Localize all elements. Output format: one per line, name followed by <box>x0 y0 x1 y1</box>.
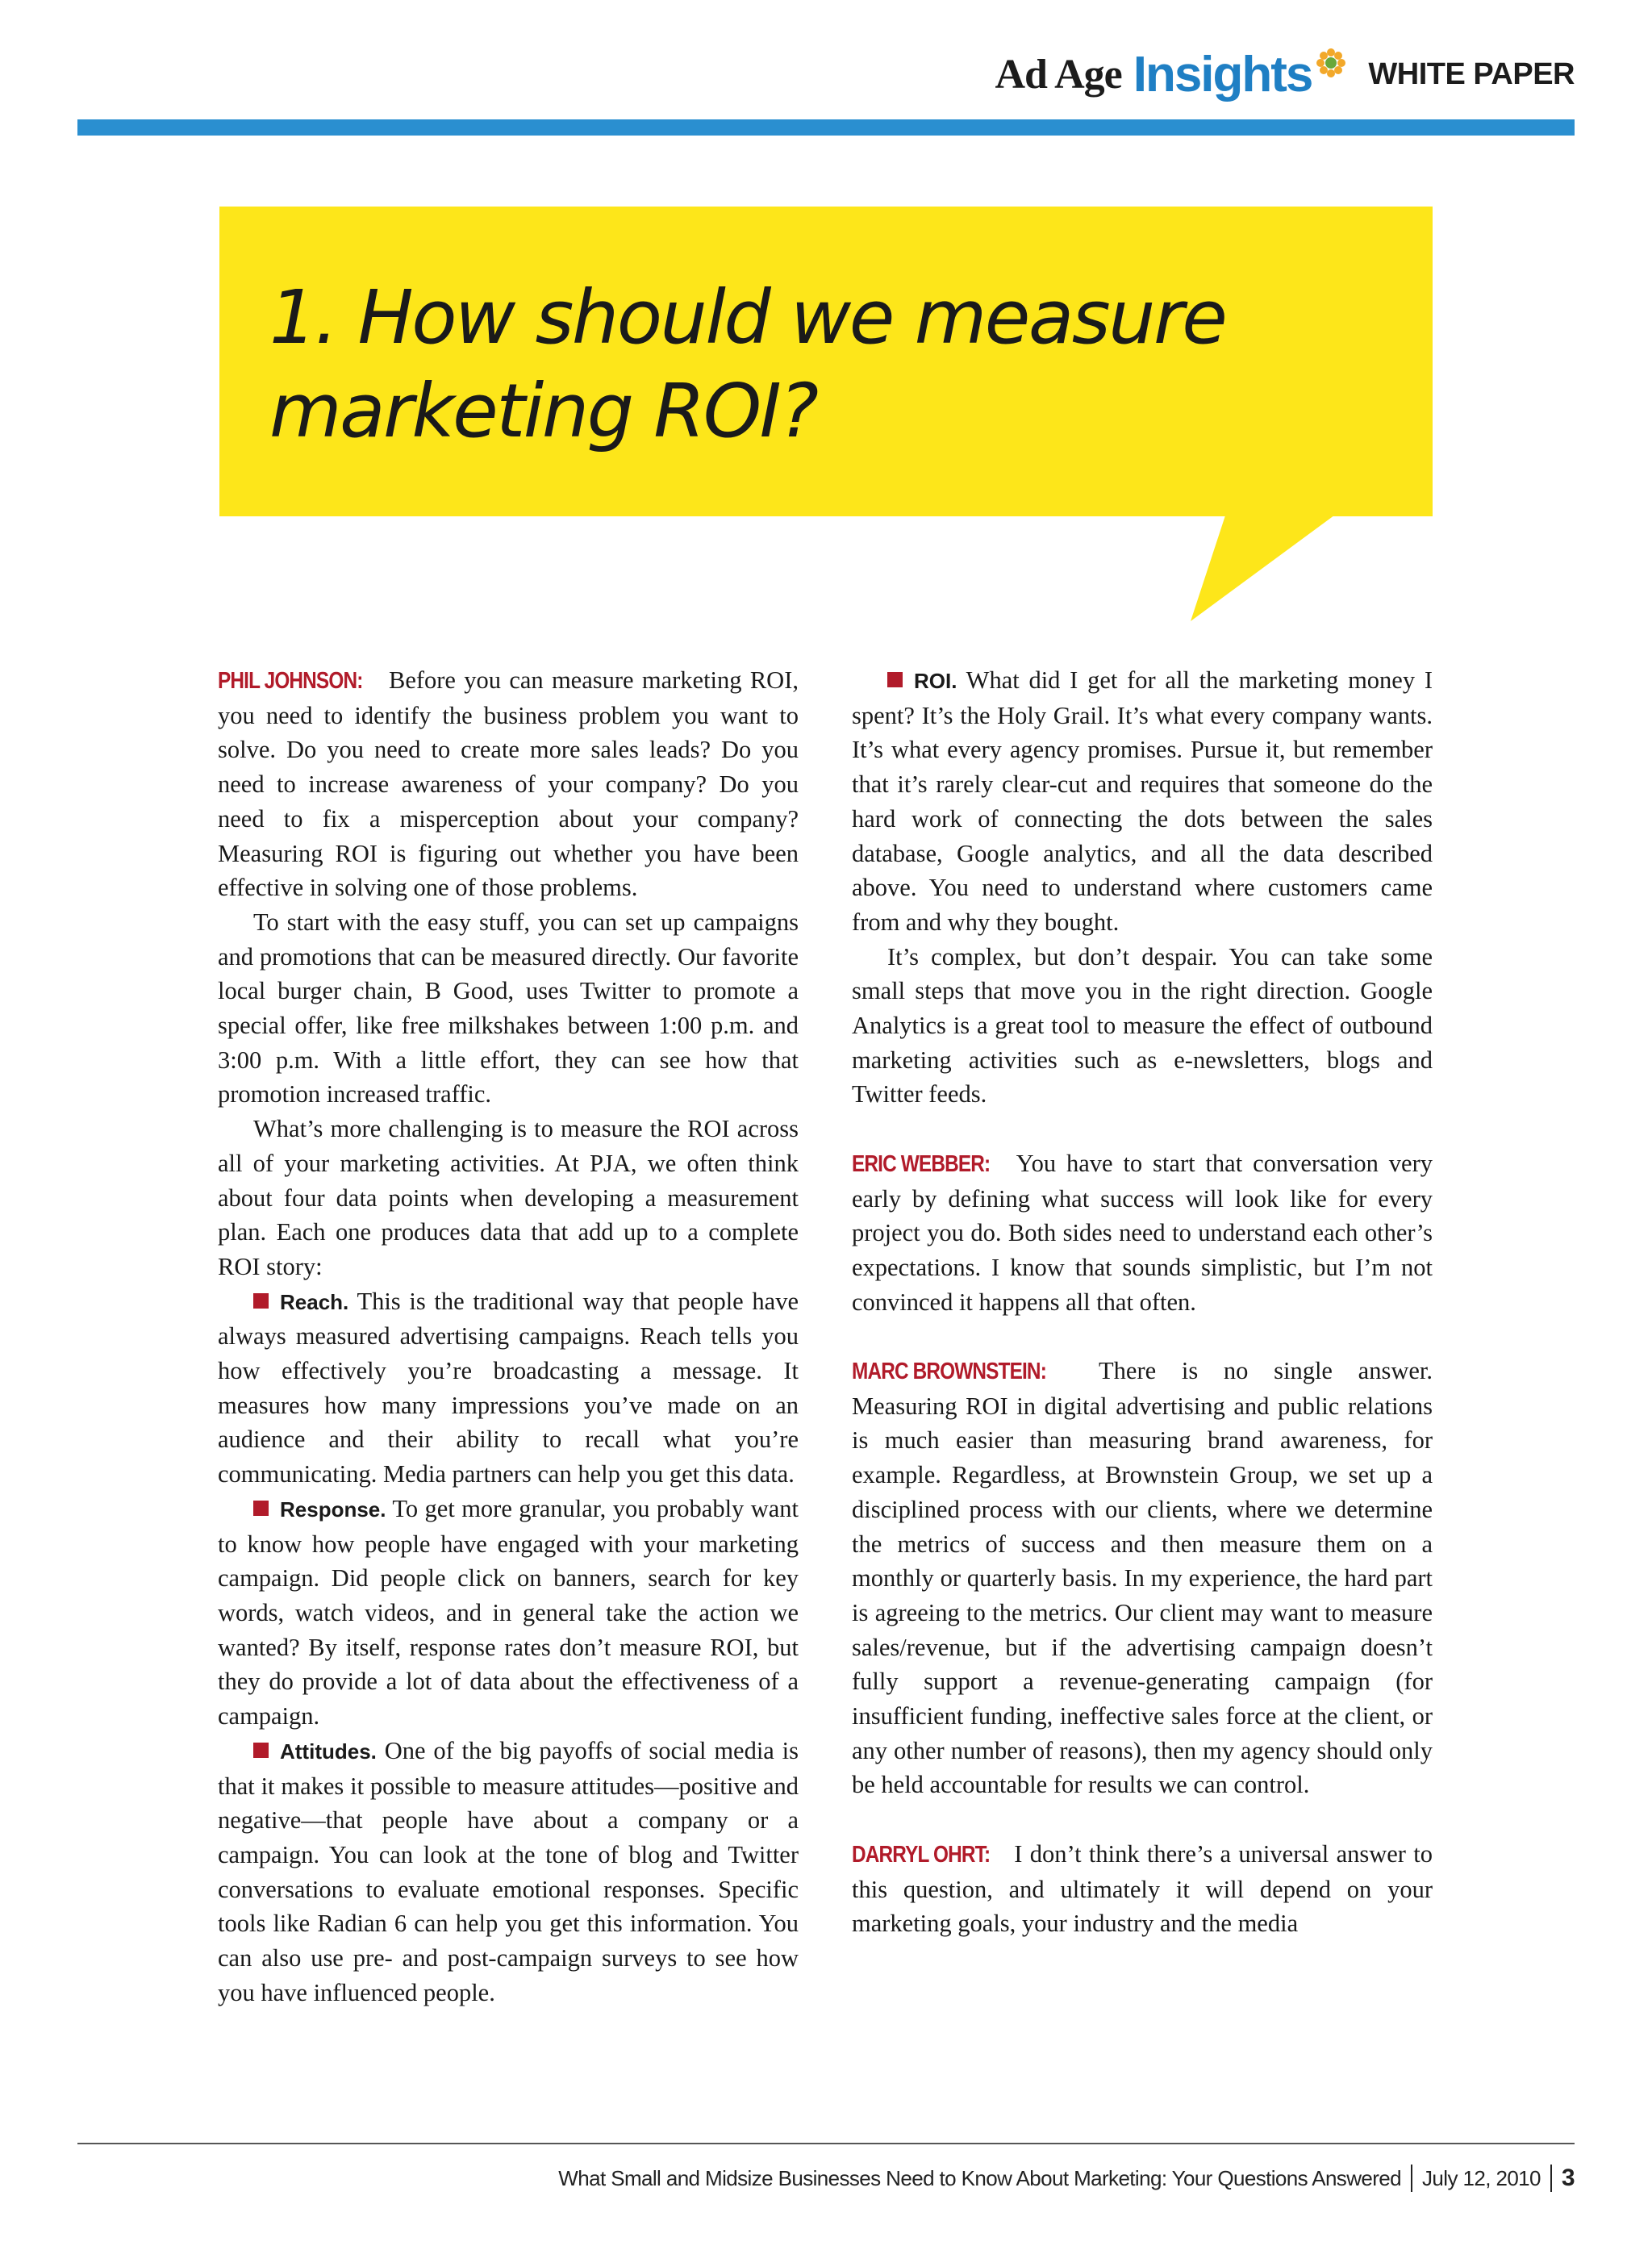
paragraph: DARRYL OHRT: I don’t think there’s a universal answer to this question, and ultimately it will depend on your marketing goals, your industry and the media <box>852 1837 1433 1941</box>
bullet-square-icon <box>253 1293 269 1309</box>
column-left <box>218 663 799 2010</box>
paragraph: What’s more challenging is to measure the ROI across all of your marketing activities. At PJA, we often think about four data points when developing a measurement plan. Each one produces data that add up to a complete ROI story: <box>218 1115 799 1280</box>
paragraph: To start with the easy stuff, you can set up campaigns and promotions that can be measured directly. Our favorite local burger chain, B Good, uses Twitter to promote a special offer, like free milkshakes between 1:00 p.m. and 3:00 p.m. With a little effort, they can see how that promotion increased traffic. <box>218 908 799 1108</box>
speaker-name: PHIL JOHNSON: <box>218 668 363 694</box>
insights-flower-icon <box>1315 47 1347 79</box>
bullet-item-response: Response. To get more granular, you probably want to know how people have engaged with your marketing campaign. Did people click on banners, search for key words, watch videos, and in general take the action we wanted? By itself, response rates don’t measure ROI, but they do provide a lot of data about the effectiveness of a campaign. <box>218 1494 799 1730</box>
page-number: 3 <box>1561 2165 1575 2191</box>
bullet-item-reach: Reach. This is the traditional way that people have always measured advertising campaigns. Reach tells you how effectively you’re broadcasting a message. It measures how many impressions you’ve made on an audience and their ability to recall what you’re communicating. Media partners can help you get this data. <box>218 1287 799 1488</box>
footer-separator <box>1550 2165 1552 2192</box>
bullet-square-icon <box>253 1501 269 1516</box>
footer-separator <box>1411 2165 1412 2192</box>
brand-insights: Insights <box>1133 46 1312 102</box>
footer-rule <box>77 2143 1575 2144</box>
bullet-lead: Reach. <box>280 1289 349 1314</box>
speaker-name: MARC BROWNSTEIN: <box>852 1359 1046 1385</box>
brand-ad-age: Ad Age <box>995 51 1122 98</box>
page-title: 1. How should we measure marketing ROI? <box>269 274 1226 454</box>
speaker-name: DARRYL OHRT: <box>852 1841 991 1868</box>
speaker-name: ERIC WEBBER: <box>852 1150 991 1177</box>
paragraph: ERIC WEBBER: You have to start that conversation very early by defining what success will look like for every project you do. Both sides need to understand each other’s expectations. I know that sounds simplistic, but I’m not convinced it happens all that often. <box>852 1146 1433 1320</box>
paragraph: PHIL JOHNSON: Before you can measure marketing ROI, you need to identify the business problem you want to solve. Do you need to create more sales leads? Do you need to increase awareness of your company? Do you need to fix a misperception about your company? Measuring ROI is figuring out whether you have been effective in solving one of those problems. <box>218 663 799 905</box>
paragraph: It’s complex, but don’t despair. You can take some small steps that move you in the right direction. Google Analytics is a great tool to measure the effect of outbound marketing activities such as e-newsletters, blogs and Twitter feeds. <box>852 942 1433 1108</box>
bullet-square-icon <box>253 1743 269 1758</box>
masthead <box>995 42 1575 106</box>
bullet-item-roi: ROI. What did I get for all the marketing money I spent? It’s the Holy Grail. It’s what every company wants. It’s what every agency promises. Pursue it, but remember that it’s rarely clear-cut and requires that someone do the hard work of connecting the dots between the sales database, Google analytics, and all the data described above. You need to understand where customers came from and why they bought. <box>852 666 1433 936</box>
page-footer <box>558 2162 1575 2194</box>
bullet-item-attitudes: Attitudes. One of the big payoffs of social media is that it makes it possible to measure attitudes—positive and negative—that people have about a company or a campaign. You can look at the tone of blog and Twitter conversations to evaluate emotional responses. Specific tools like Radian 6 can help you get this information. You can also use pre- and post-campaign surveys to see how you have influenced people. <box>218 1736 799 2006</box>
paragraph: MARC BROWNSTEIN: There is no single answer. Measuring ROI in digital advertising and public relations is much easier than measuring brand awareness, for example. Regardless, at Brownstein Group, we set up a disciplined process with our clients, where we determine the metrics of success and then measure them on a monthly or quarterly basis. In my experience, the hard part is agreeing to the metrics. Our client may want to measure sales/revenue, but if the advertising campaign doesn’t fully support a revenue-generating campaign (for insufficient funding, ineffective sales force at the client, or any other number of reasons), then my agency should only be held accountable for results we can control. <box>852 1354 1433 1802</box>
header-rule <box>77 119 1575 136</box>
column-right <box>852 663 1433 1941</box>
bullet-square-icon <box>887 672 903 687</box>
bullet-lead: Response. <box>280 1497 386 1522</box>
footer-date: July 12, 2010 <box>1422 2165 1541 2190</box>
title-callout <box>219 207 1433 516</box>
footer-publication-title: What Small and Midsize Businesses Need to Know About Marketing: Your Questions Answered <box>558 2165 1402 2190</box>
bullet-lead: ROI. <box>914 669 957 693</box>
bullet-lead: Attitudes. <box>280 1739 377 1764</box>
callout-tail <box>1162 513 1339 626</box>
white-paper-label: WHITE PAPER <box>1368 56 1575 91</box>
